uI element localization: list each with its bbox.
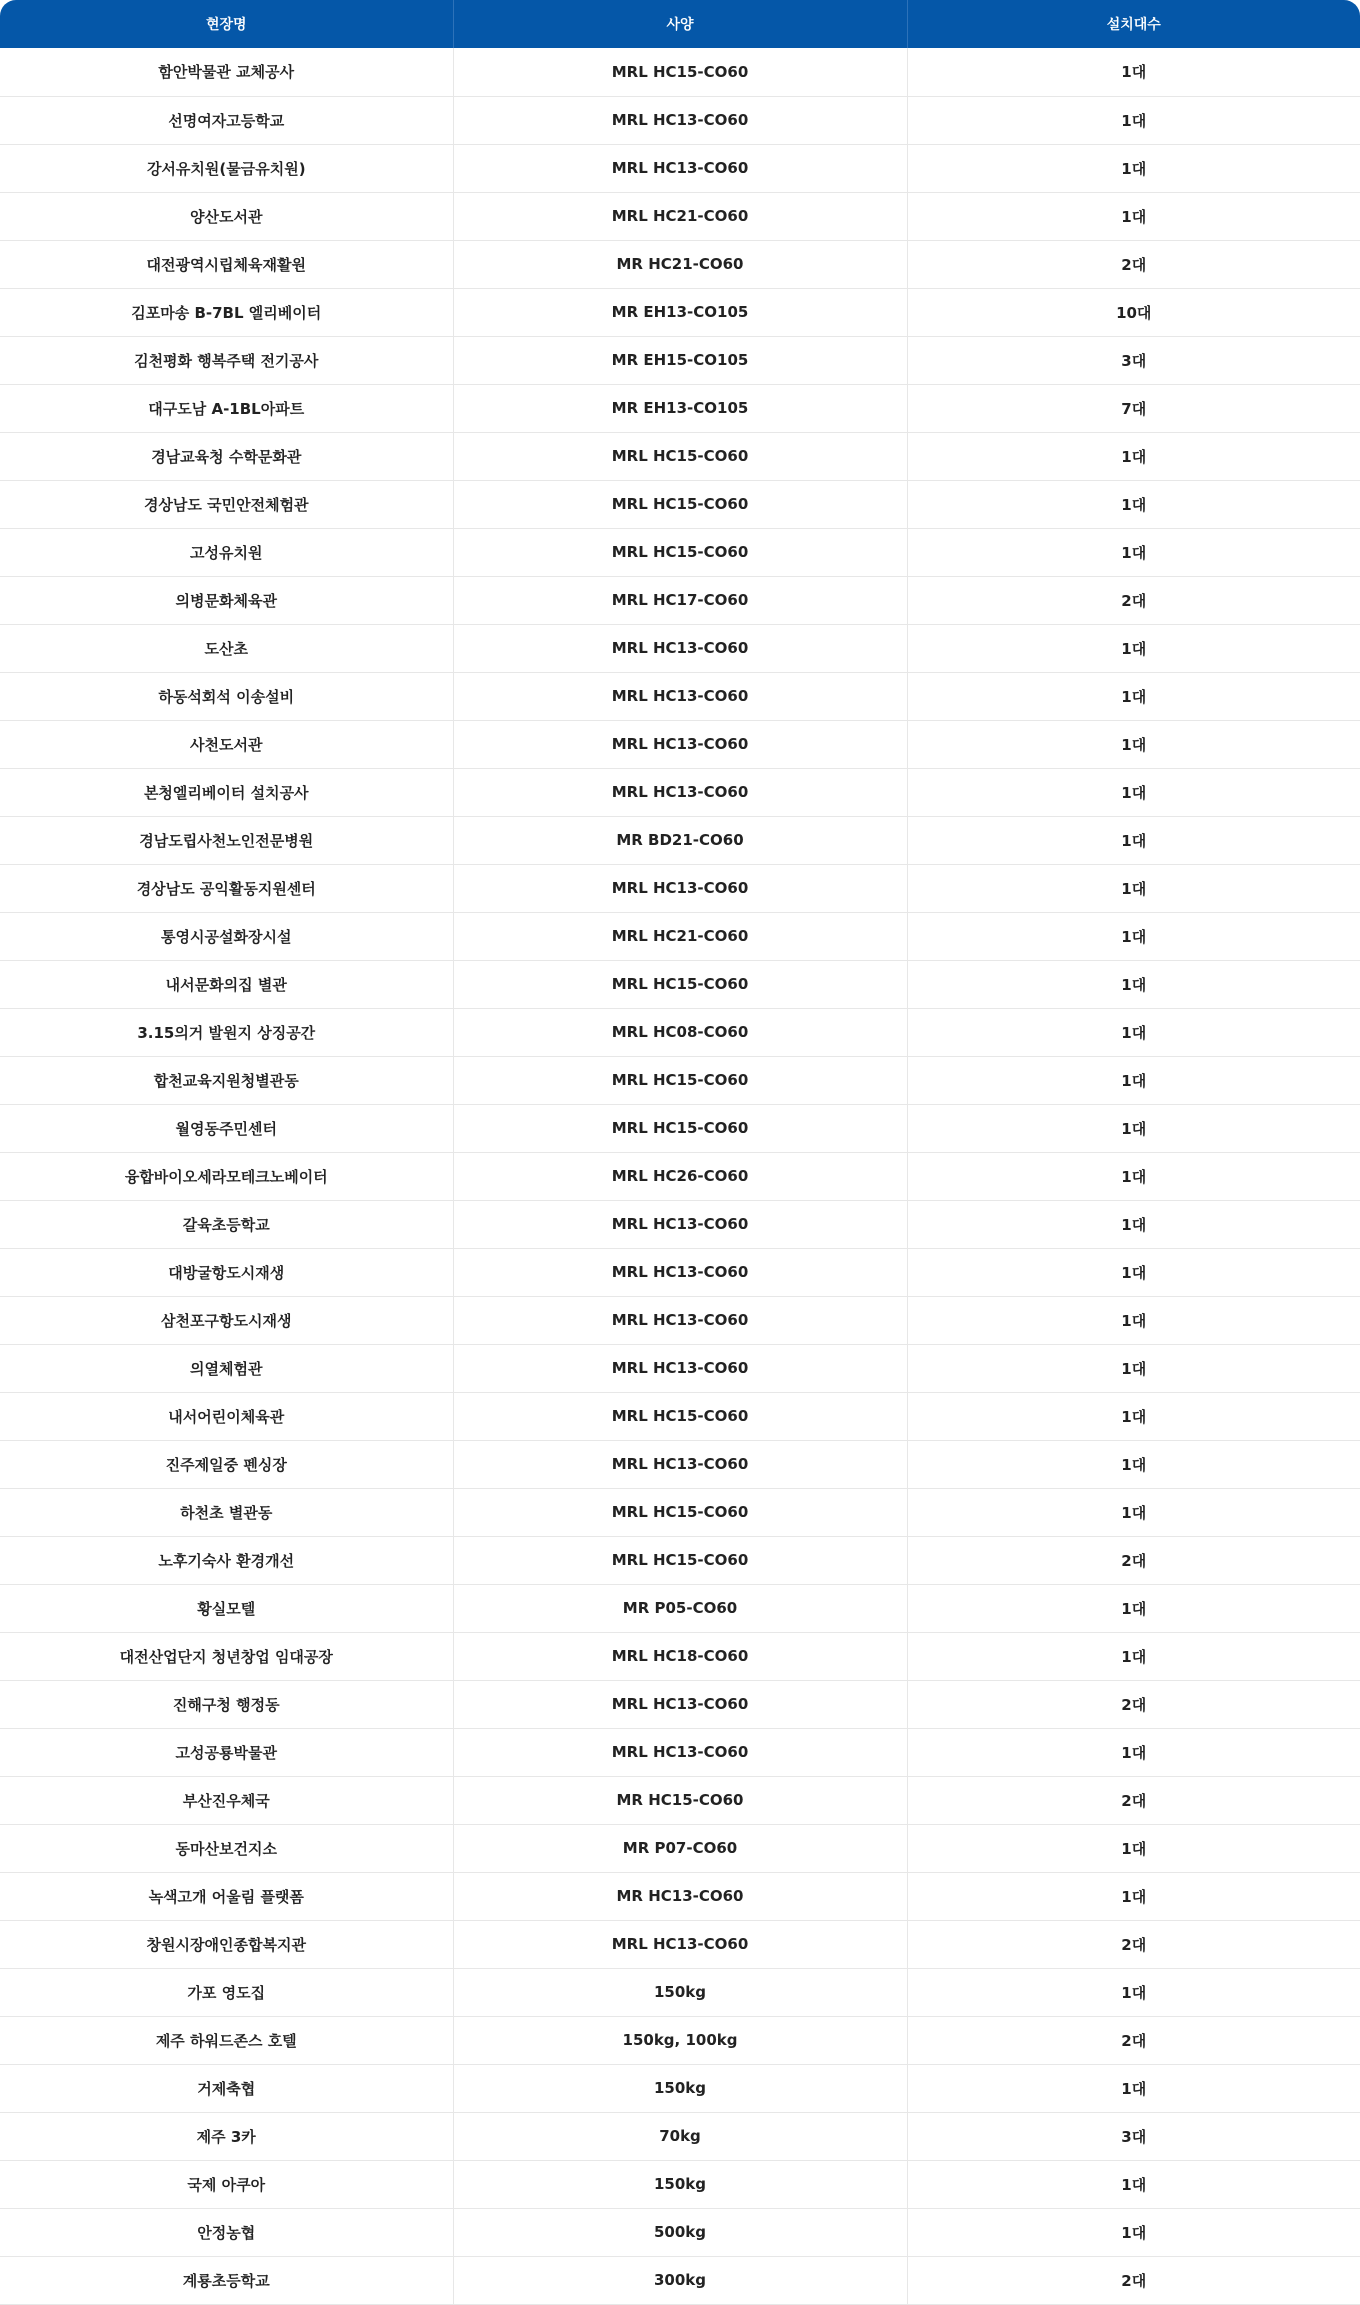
table-body	[0, 48, 1360, 2304]
cell-site-name: 사천도서관	[0, 720, 453, 768]
table-row	[0, 2160, 1360, 2208]
cell-site-name: 도산초	[0, 624, 453, 672]
cell-site-name: 의병문화체육관	[0, 576, 453, 624]
header-row	[0, 0, 1360, 48]
cell-site-name: 대전산업단지 청년창업 임대공장	[0, 1632, 453, 1680]
cell-site-name: 양산도서관	[0, 192, 453, 240]
cell-spec: MRL HC26-CO60	[453, 1152, 907, 1200]
table-row	[0, 96, 1360, 144]
cell-site-name: 김포마송 B-7BL 엘리베이터	[0, 288, 453, 336]
cell-install-count: 1대	[907, 1584, 1360, 1632]
table-row	[0, 1056, 1360, 1104]
cell-install-count: 1대	[907, 816, 1360, 864]
cell-site-name: 안정농협	[0, 2208, 453, 2256]
cell-spec: MRL HC13-CO60	[453, 1344, 907, 1392]
cell-spec: MRL HC13-CO60	[453, 1200, 907, 1248]
cell-install-count: 1대	[907, 1440, 1360, 1488]
table-row	[0, 1440, 1360, 1488]
cell-install-count: 1대	[907, 1248, 1360, 1296]
table-row	[0, 960, 1360, 1008]
cell-spec: MRL HC15-CO60	[453, 1104, 907, 1152]
cell-site-name: 진해구청 행정동	[0, 1680, 453, 1728]
cell-site-name: 내서문화의집 별관	[0, 960, 453, 1008]
cell-spec: MRL HC15-CO60	[453, 528, 907, 576]
cell-install-count: 1대	[907, 1152, 1360, 1200]
cell-install-count: 1대	[907, 96, 1360, 144]
table-row	[0, 1008, 1360, 1056]
cell-site-name: 선명여자고등학교	[0, 96, 453, 144]
cell-spec: MRL HC13-CO60	[453, 1680, 907, 1728]
cell-spec: MRL HC13-CO60	[453, 624, 907, 672]
table-row	[0, 1824, 1360, 1872]
cell-site-name: 거제축협	[0, 2064, 453, 2112]
header-spec: 사양	[453, 0, 907, 48]
cell-spec: MRL HC21-CO60	[453, 912, 907, 960]
cell-spec: MR EH13-CO105	[453, 288, 907, 336]
table-row	[0, 576, 1360, 624]
cell-install-count: 1대	[907, 2208, 1360, 2256]
cell-install-count: 1대	[907, 864, 1360, 912]
table-row	[0, 912, 1360, 960]
cell-install-count: 1대	[907, 528, 1360, 576]
cell-install-count: 1대	[907, 1872, 1360, 1920]
cell-site-name: 삼천포구항도시재생	[0, 1296, 453, 1344]
cell-spec: MR HC15-CO60	[453, 1776, 907, 1824]
cell-spec: MRL HC13-CO60	[453, 1728, 907, 1776]
table-row	[0, 624, 1360, 672]
cell-install-count: 2대	[907, 1536, 1360, 1584]
cell-spec: MRL HC15-CO60	[453, 48, 907, 96]
cell-site-name: 경상남도 공익활동지원센터	[0, 864, 453, 912]
cell-spec: MRL HC15-CO60	[453, 1056, 907, 1104]
table-row	[0, 1632, 1360, 1680]
cell-site-name: 가포 영도집	[0, 1968, 453, 2016]
cell-install-count: 1대	[907, 2064, 1360, 2112]
table-row	[0, 1536, 1360, 1584]
cell-spec: MRL HC13-CO60	[453, 672, 907, 720]
table-row	[0, 1872, 1360, 1920]
cell-install-count: 1대	[907, 1104, 1360, 1152]
table-row	[0, 768, 1360, 816]
cell-install-count: 1대	[907, 1008, 1360, 1056]
cell-spec: MR EH13-CO105	[453, 384, 907, 432]
cell-site-name: 부산진우체국	[0, 1776, 453, 1824]
cell-spec: MR P07-CO60	[453, 1824, 907, 1872]
table-row	[0, 816, 1360, 864]
table-row	[0, 2112, 1360, 2160]
cell-site-name: 제주 3카	[0, 2112, 453, 2160]
cell-site-name: 합천교육지원청별관동	[0, 1056, 453, 1104]
table-row	[0, 864, 1360, 912]
cell-install-count: 1대	[907, 1056, 1360, 1104]
cell-install-count: 1대	[907, 624, 1360, 672]
table-row	[0, 1248, 1360, 1296]
table-row	[0, 1392, 1360, 1440]
cell-install-count: 1대	[907, 1728, 1360, 1776]
cell-install-count: 7대	[907, 384, 1360, 432]
cell-install-count: 2대	[907, 240, 1360, 288]
cell-install-count: 1대	[907, 1344, 1360, 1392]
table-row	[0, 1344, 1360, 1392]
cell-spec: MRL HC13-CO60	[453, 1440, 907, 1488]
cell-install-count: 1대	[907, 1632, 1360, 1680]
cell-spec: MRL HC13-CO60	[453, 768, 907, 816]
cell-spec: MRL HC21-CO60	[453, 192, 907, 240]
table-row	[0, 240, 1360, 288]
table-row	[0, 672, 1360, 720]
cell-site-name: 제주 하워드존스 호텔	[0, 2016, 453, 2064]
table-row	[0, 336, 1360, 384]
table-row	[0, 1488, 1360, 1536]
table-row	[0, 1584, 1360, 1632]
table-row	[0, 144, 1360, 192]
cell-spec: 150kg	[453, 2160, 907, 2208]
header-install-count: 설치대수	[907, 0, 1360, 48]
cell-spec: MRL HC17-CO60	[453, 576, 907, 624]
cell-spec: 150kg, 100kg	[453, 2016, 907, 2064]
cell-spec: 150kg	[453, 1968, 907, 2016]
cell-site-name: 하동석회석 이송설비	[0, 672, 453, 720]
cell-spec: MR EH15-CO105	[453, 336, 907, 384]
cell-install-count: 1대	[907, 768, 1360, 816]
cell-spec: MRL HC13-CO60	[453, 1248, 907, 1296]
cell-install-count: 1대	[907, 1200, 1360, 1248]
cell-spec: MRL HC13-CO60	[453, 144, 907, 192]
cell-site-name: 창원시장애인종합복지관	[0, 1920, 453, 1968]
cell-site-name: 내서어린이체육관	[0, 1392, 453, 1440]
cell-install-count: 2대	[907, 2256, 1360, 2304]
cell-site-name: 황실모텔	[0, 1584, 453, 1632]
cell-site-name: 경남도립사천노인전문병원	[0, 816, 453, 864]
cell-spec: MRL HC15-CO60	[453, 1392, 907, 1440]
cell-install-count: 2대	[907, 576, 1360, 624]
cell-site-name: 고성공룡박물관	[0, 1728, 453, 1776]
cell-spec: 150kg	[453, 2064, 907, 2112]
table-row	[0, 192, 1360, 240]
cell-spec: 300kg	[453, 2256, 907, 2304]
cell-spec: MR HC13-CO60	[453, 1872, 907, 1920]
cell-install-count: 2대	[907, 1776, 1360, 1824]
cell-site-name: 본청엘리베이터 설치공사	[0, 768, 453, 816]
cell-install-count: 1대	[907, 960, 1360, 1008]
cell-site-name: 3.15의거 발원지 상징공간	[0, 1008, 453, 1056]
cell-install-count: 1대	[907, 432, 1360, 480]
cell-install-count: 1대	[907, 1968, 1360, 2016]
cell-spec: 500kg	[453, 2208, 907, 2256]
cell-install-count: 1대	[907, 48, 1360, 96]
cell-site-name: 함안박물관 교체공사	[0, 48, 453, 96]
cell-install-count: 2대	[907, 2016, 1360, 2064]
cell-spec: MRL HC15-CO60	[453, 960, 907, 1008]
cell-site-name: 대구도남 A-1BL아파트	[0, 384, 453, 432]
cell-install-count: 1대	[907, 912, 1360, 960]
cell-spec: MR BD21-CO60	[453, 816, 907, 864]
cell-spec: MRL HC15-CO60	[453, 1488, 907, 1536]
cell-spec: MRL HC13-CO60	[453, 96, 907, 144]
cell-install-count: 1대	[907, 672, 1360, 720]
cell-spec: 70kg	[453, 2112, 907, 2160]
cell-site-name: 녹색고개 어울림 플랫폼	[0, 1872, 453, 1920]
table-row	[0, 432, 1360, 480]
cell-site-name: 강서유치원(물금유치원)	[0, 144, 453, 192]
cell-install-count: 3대	[907, 2112, 1360, 2160]
table-row	[0, 384, 1360, 432]
cell-install-count: 1대	[907, 720, 1360, 768]
cell-site-name: 고성유치원	[0, 528, 453, 576]
cell-site-name: 하천초 별관동	[0, 1488, 453, 1536]
table-row	[0, 1728, 1360, 1776]
cell-spec: MRL HC15-CO60	[453, 1536, 907, 1584]
cell-install-count: 1대	[907, 1392, 1360, 1440]
cell-site-name: 동마산보건지소	[0, 1824, 453, 1872]
cell-spec: MR P05-CO60	[453, 1584, 907, 1632]
cell-spec: MRL HC18-CO60	[453, 1632, 907, 1680]
table-row	[0, 2256, 1360, 2304]
table-header	[0, 0, 1360, 48]
cell-site-name: 진주제일중 펜싱장	[0, 1440, 453, 1488]
table-row	[0, 1104, 1360, 1152]
cell-site-name: 계룡초등학교	[0, 2256, 453, 2304]
cell-install-count: 3대	[907, 336, 1360, 384]
cell-install-count: 1대	[907, 1488, 1360, 1536]
cell-install-count: 10대	[907, 288, 1360, 336]
table-row	[0, 2064, 1360, 2112]
cell-install-count: 1대	[907, 1296, 1360, 1344]
cell-install-count: 1대	[907, 192, 1360, 240]
cell-site-name: 경남교육청 수학문화관	[0, 432, 453, 480]
cell-site-name: 통영시공설화장시설	[0, 912, 453, 960]
table-row	[0, 1776, 1360, 1824]
cell-site-name: 대전광역시립체육재활원	[0, 240, 453, 288]
cell-install-count: 1대	[907, 1824, 1360, 1872]
cell-spec: MRL HC15-CO60	[453, 480, 907, 528]
table-row	[0, 1920, 1360, 1968]
cell-install-count: 1대	[907, 480, 1360, 528]
cell-site-name: 김천평화 행복주택 전기공사	[0, 336, 453, 384]
table-row	[0, 720, 1360, 768]
cell-spec: MRL HC08-CO60	[453, 1008, 907, 1056]
table-row	[0, 48, 1360, 96]
cell-spec: MRL HC13-CO60	[453, 720, 907, 768]
table-row	[0, 480, 1360, 528]
cell-spec: MRL HC13-CO60	[453, 864, 907, 912]
cell-site-name: 갈육초등학교	[0, 1200, 453, 1248]
cell-site-name: 의열체험관	[0, 1344, 453, 1392]
table-row	[0, 1152, 1360, 1200]
header-site-name: 현장명	[0, 0, 453, 48]
table-row	[0, 2016, 1360, 2064]
cell-spec: MR HC21-CO60	[453, 240, 907, 288]
table-row	[0, 528, 1360, 576]
cell-site-name: 노후기숙사 환경개선	[0, 1536, 453, 1584]
cell-install-count: 2대	[907, 1920, 1360, 1968]
cell-install-count: 1대	[907, 2160, 1360, 2208]
cell-install-count: 1대	[907, 144, 1360, 192]
table-row	[0, 1200, 1360, 1248]
cell-site-name: 국제 아쿠아	[0, 2160, 453, 2208]
cell-spec: MRL HC13-CO60	[453, 1296, 907, 1344]
table-row	[0, 1680, 1360, 1728]
cell-spec: MRL HC13-CO60	[453, 1920, 907, 1968]
table-row	[0, 288, 1360, 336]
table-row	[0, 1296, 1360, 1344]
cell-spec: MRL HC15-CO60	[453, 432, 907, 480]
table-row	[0, 1968, 1360, 2016]
table-row	[0, 2208, 1360, 2256]
cell-install-count: 2대	[907, 1680, 1360, 1728]
cell-site-name: 융합바이오세라모테크노베이터	[0, 1152, 453, 1200]
cell-site-name: 대방굴항도시재생	[0, 1248, 453, 1296]
cell-site-name: 경상남도 국민안전체험관	[0, 480, 453, 528]
cell-site-name: 월영동주민센터	[0, 1104, 453, 1152]
